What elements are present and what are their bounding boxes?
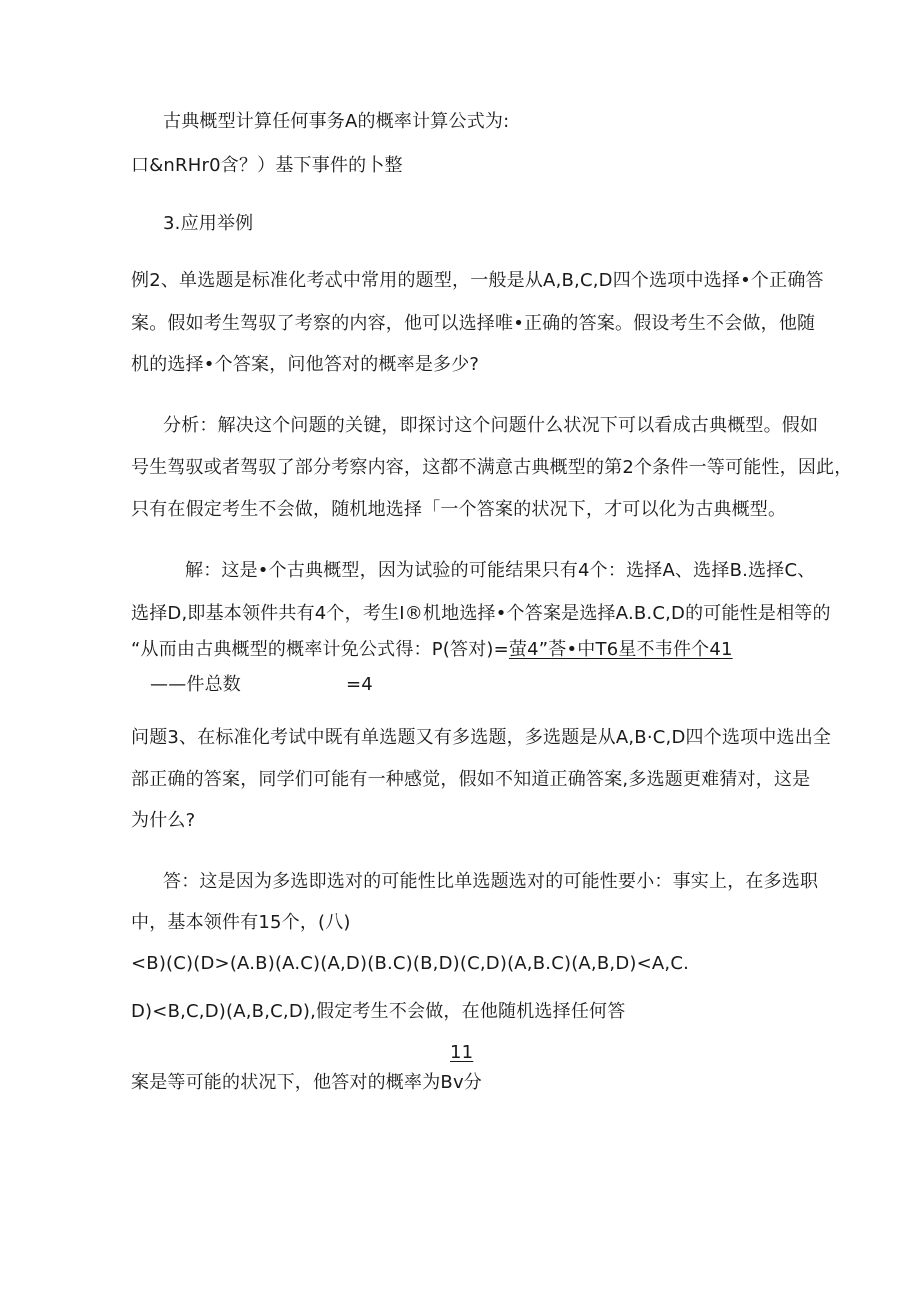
answer-fraction-numerator: 11 <box>450 1042 474 1063</box>
solution-fraction-denominator: ——件总数 <box>150 674 241 695</box>
solution-line-1: 解：这是•个古典概型，因为试验的可能结果只有4个：选择A、选择B.选择C、 <box>185 560 816 581</box>
analysis-line-1: 分析：解决这个问题的关键，即探讨这个问题什么状况下可以看成古典概型。假如 <box>163 415 819 436</box>
question3-line-2: 部正确的答案，同学们可能有一种感觉，假如不知道正确答案,多选题更难猜对，这是 <box>131 769 811 790</box>
example2-line-1: 例2、单选题是标准化考忒中常用的题型，一般是从A,B,C,D四个选项中选择•个正确答 <box>131 270 824 291</box>
question3-line-3: 为什么? <box>131 810 196 831</box>
answer-line-5: 案是等可能的状况下，他答对的概率为Bv分 <box>131 1072 482 1093</box>
formula-garbled: 口&nRHr0含？）基下事件的卜整 <box>131 155 403 176</box>
answer-line-2: 中，基本领件有15个， <box>131 912 319 933</box>
solution-line-3 <box>131 639 733 661</box>
example2-line-2: 案。假如考生驾驭了考察的内容，他可以选择唯•正确的答案。假设考生不会做，他随 <box>131 313 816 334</box>
section-heading: 3.应用举例 <box>163 213 254 234</box>
solution-result: =4 <box>346 674 373 695</box>
formula-intro: 古典概型计算任何事务A的概率计算公式为: <box>163 111 510 132</box>
analysis-line-3: 只有在假定考生不会做，随机地选择「一个答案的状况下，才可以化为古典概型。 <box>131 499 787 520</box>
solution-fraction-numerator: 萤4”荅•中T6星不韦件个41 <box>508 639 733 660</box>
answer-line-4: D)<B,C,D)(A,B,C,D),假定考生不会做，在他随机选择任何答 <box>131 1001 626 1022</box>
question3-line-1: 问题3、在标准化考试中既有单选题又有多选题，多选题是从A,B·C,D四个选项中选出全 <box>131 727 832 748</box>
answer-line-2-bracket: (八) <box>318 912 351 933</box>
example2-line-3: 机的选择•个答案，问他答对的概率是多少? <box>131 354 480 375</box>
solution-line-2: 选择D,即基本领件共有4个，考生I®机地选择•个答案是选择A.B.C,D的可能性是相等的 <box>131 603 831 624</box>
answer-line-3: <B)(C)(D>(A.B)(A.C)(A,D)(B.C)(B,D)(C,D)(A,B.C)(A,B,D)<A,C. <box>131 953 690 974</box>
solution-formula-prefix: “从而由古典概型的概率计免公式得：P(答对)= <box>131 639 509 660</box>
answer-line-1: 答：这是因为多选即选对的可能性比单选题选对的可能性要小：事实上，在多选职 <box>163 871 819 892</box>
analysis-line-2: 号生驾驭或者驾驭了部分考察内容，这都不满意古典概型的第2个条件一等可能性，因此， <box>131 457 853 478</box>
